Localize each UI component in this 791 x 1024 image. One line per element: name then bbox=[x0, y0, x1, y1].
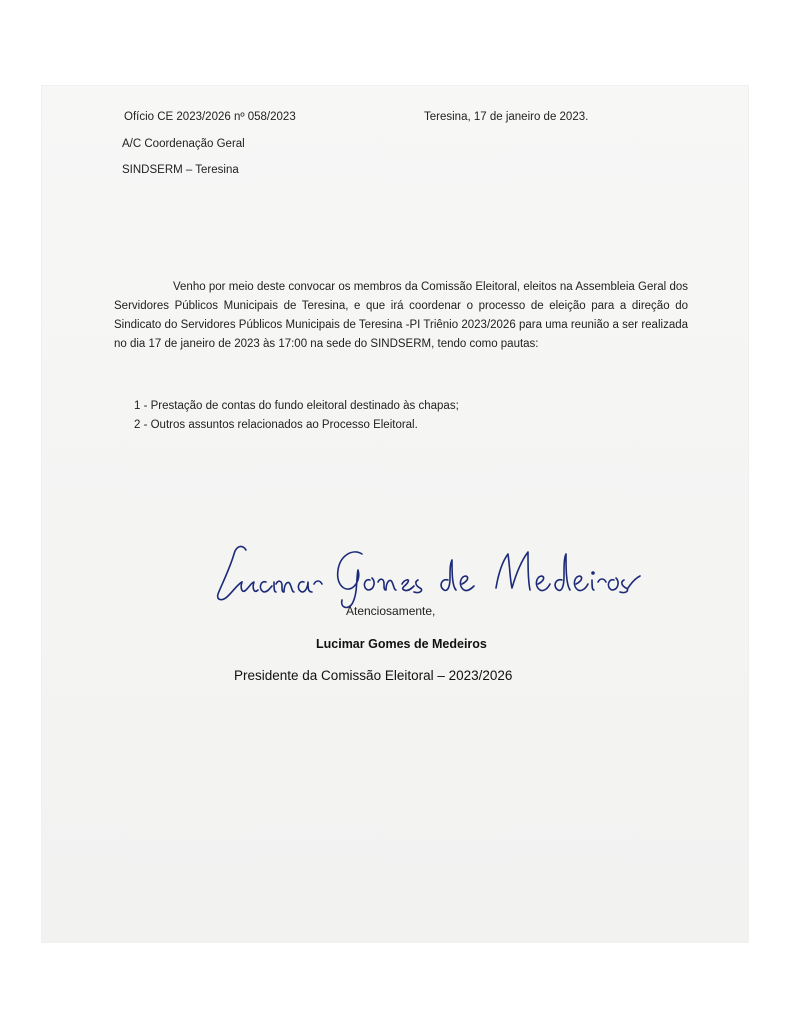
agenda-item: 1 - Prestação de contas do fundo eleitoral destinado às chapas; bbox=[134, 400, 459, 412]
place-date: Teresina, 17 de janeiro de 2023. bbox=[424, 111, 589, 123]
body-paragraph: Venho por meio deste convocar os membros da Comissão Eleitoral, eleitos na Assembleia Geral dos Servidores Públicos Municipais de Teresina, e que irá coordenar o processo de eleição para a direção do Sindicato do Servidores Públicos Municipais de Teresina -PI Triênio 2023/2026 para uma reunião a ser realizada no dia 17 de janeiro de 2023 às 17:00 na sede do SINDSERM, tendo como pautas: bbox=[114, 281, 688, 350]
scanned-paper bbox=[42, 86, 748, 942]
handwritten-signature bbox=[212, 532, 642, 614]
recipient-line: SINDSERM – Teresina bbox=[122, 164, 239, 176]
signatory-title: Presidente da Comissão Eleitoral – 2023/2026 bbox=[234, 668, 513, 683]
agenda-item: 2 - Outros assuntos relacionados ao Processo Eleitoral. bbox=[134, 419, 418, 431]
closing-salutation: Atenciosamente, bbox=[346, 604, 436, 618]
signatory-name: Lucimar Gomes de Medeiros bbox=[316, 637, 487, 651]
attention-line: A/C Coordenação Geral bbox=[122, 138, 245, 150]
oficio-number: Ofício CE 2023/2026 nº 058/2023 bbox=[124, 111, 296, 123]
agenda-list bbox=[134, 397, 459, 435]
